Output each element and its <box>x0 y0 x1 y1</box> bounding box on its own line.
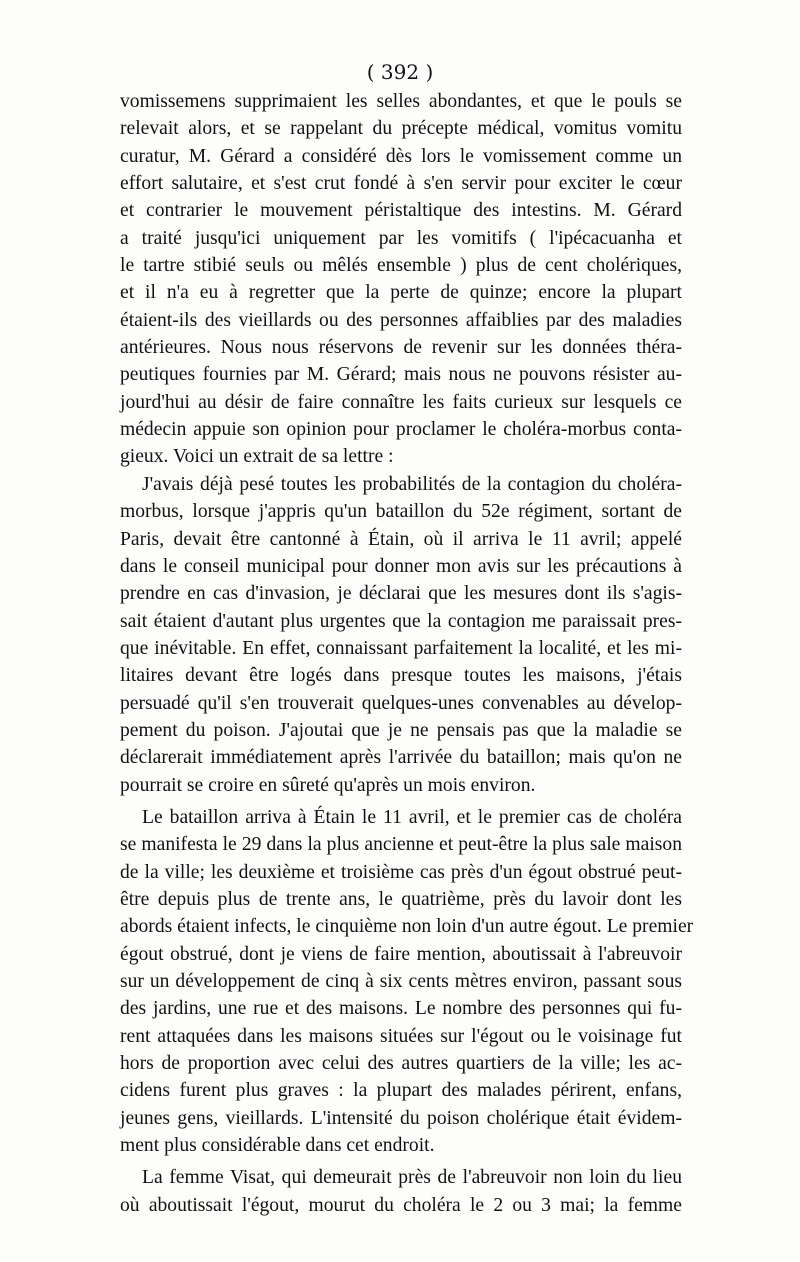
text-line: La femme Visat, qui demeurait près de l'abreuvoir non loin du lieu <box>142 1167 682 1189</box>
paragraph <box>120 88 682 471</box>
text-line: sur un développement de cinq à six cents mètres environ, passant sous <box>120 971 682 992</box>
text-line: cidens furent plus graves : la plupart des malades périrent, enfans, <box>120 1080 682 1102</box>
text-line: persuadé qu'il s'en trouverait quelques-unes convenables au dévelop- <box>120 692 682 714</box>
text-line: relevait alors, et se rappelant du précepte médical, vomitus vomitu <box>120 118 682 140</box>
text-line: où aboutissait l'égout, mourut du choléra le 2 ou 3 mai; la femme <box>120 1194 682 1216</box>
text-line: jourd'hui au désir de faire connaître les faits curieux sur lesquels ce <box>120 391 682 413</box>
paragraph <box>120 1164 682 1219</box>
text-line: gieux. Voici un extrait de sa lettre : <box>120 446 394 468</box>
text-line: pement du poison. J'ajoutai que je ne pensais pas que la maladie se <box>120 719 682 741</box>
paragraph <box>120 804 694 1159</box>
text-line: peutiques fournies par M. Gérard; mais nous ne pouvons résister au- <box>120 364 682 386</box>
text-line: ment plus considérable dans cet endroit. <box>120 1135 435 1157</box>
text-line: pourrait se croire en sûreté qu'après un mois environ. <box>120 774 536 796</box>
text-line: curatur, M. Gérard a considéré dès lors le vomissement comme un <box>120 145 682 167</box>
text-line: médecin appuie son opinion pour proclamer le choléra-morbus conta- <box>120 419 682 441</box>
text-line: des jardins, une rue et des maisons. Le nombre des personnes qui fu- <box>120 998 682 1020</box>
page-number: ( 392 ) <box>366 60 434 84</box>
text-line: sait étaient d'autant plus urgentes que la contagion me paraissait pres- <box>120 610 682 632</box>
text-line: J'avais déjà pesé toutes les probabilités de la contagion du choléra- <box>142 473 682 495</box>
text-line: effort salutaire, et s'est crut fondé à s'en servir pour exciter le cœur <box>120 173 682 195</box>
text-line: égout obstrué, dont je viens de faire mention, aboutissait à l'abreuvoir <box>120 943 682 965</box>
text-line: hors de proportion avec celui des autres quartiers de la ville; les ac- <box>120 1053 682 1075</box>
text-line: Le bataillon arriva à Étain le 11 avril, et le premier cas de choléra <box>142 806 682 828</box>
text-line: a traité jusqu'ici uniquement par les vomitifs ( l'ipécacuanha et <box>120 227 682 249</box>
text-line: Paris, devait être cantonné à Étain, où il arriva le 11 avril; appelé <box>120 528 682 550</box>
text-line: déclarerait immédiatement après l'arrivée du bataillon; mais qu'on ne <box>120 747 682 769</box>
text-line: morbus, lorsque j'appris qu'un bataillon du 52e régiment, sortant de <box>120 501 682 523</box>
text-line: dans le conseil municipal pour donner mon avis sur les précautions à <box>120 555 682 577</box>
text-line: antérieures. Nous nous réservons de revenir sur les données théra- <box>120 337 682 359</box>
text-line: jeunes gens, vieillards. L'intensité du poison cholérique était évidem- <box>120 1107 682 1129</box>
text-line: vomissemens supprimaient les selles abondantes, et que le pouls se <box>120 91 682 112</box>
text-line: abords étaient infects, le cinquième non loin d'un autre égout. Le premier <box>120 916 694 938</box>
text-line: de la ville; les deuxième et troisième cas près d'un égout obstrué peut- <box>120 861 682 883</box>
text-line: être depuis plus de trente ans, le quatrième, près du lavoir dont les <box>120 888 682 910</box>
body-text <box>120 88 694 1219</box>
text-line: rent attaquées dans les maisons situées sur l'égout ou le voisinage fut <box>120 1025 682 1047</box>
text-line: litaires devant être logés dans presque toutes les maisons, j'étais <box>120 665 682 687</box>
text-line: étaient-ils des vieillards ou des personnes affaiblies par des maladies <box>120 309 682 331</box>
text-line: se manifesta le 29 dans la plus ancienne et peut-être la plus sale maison <box>120 834 682 856</box>
paragraph <box>120 471 682 799</box>
text-line: le tartre stibié seuls ou mêlés ensemble ) plus de cent cholériques, <box>120 255 682 277</box>
text-line: et contrarier le mouvement péristaltique des intestins. M. Gérard <box>120 200 682 222</box>
text-line: que inévitable. En effet, connaissant parfaitement la localité, et les mi- <box>120 637 682 659</box>
text-line: et il n'a eu à regretter que la perte de quinze; encore la plupart <box>120 282 682 304</box>
text-line: prendre en cas d'invasion, je déclarai que les mesures dont ils s'agis- <box>120 583 682 605</box>
